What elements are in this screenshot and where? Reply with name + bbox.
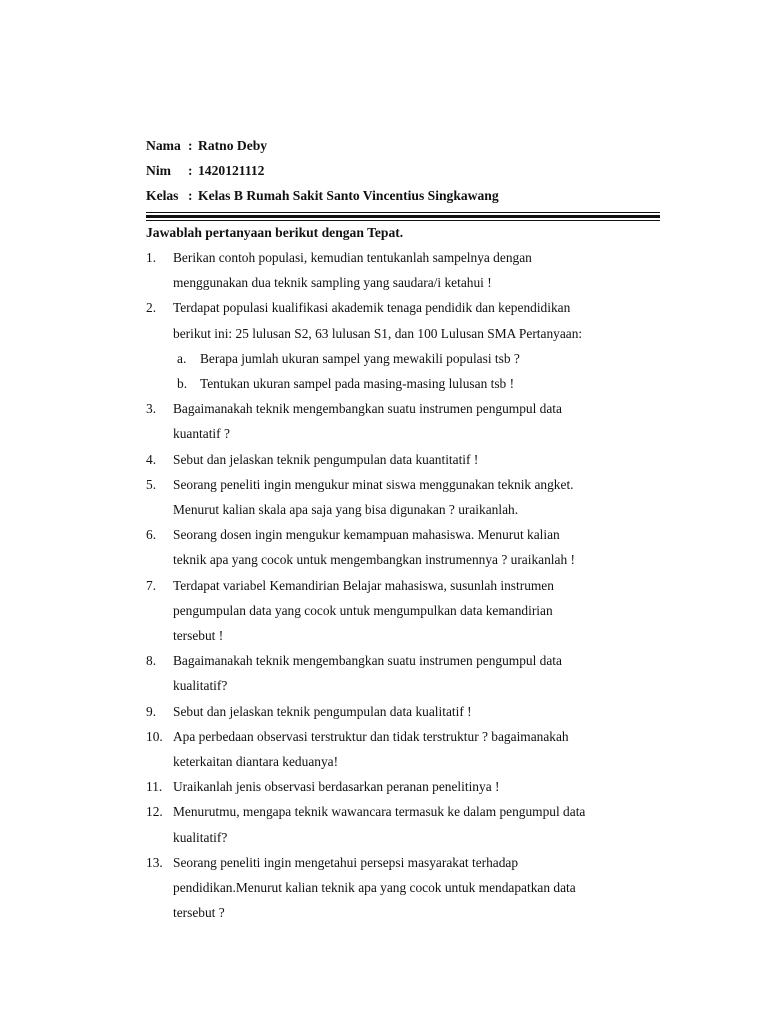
question-text-line: Bagaimanakah teknik mengembangkan suatu instrumen pengumpul data	[173, 401, 562, 417]
question-item	[146, 648, 666, 698]
sub-question-text: Berapa jumlah ukuran sampel yang mewakili populasi tsb ?	[200, 350, 520, 366]
question-item	[146, 472, 666, 522]
question-number: 11.	[146, 779, 163, 795]
nim-colon: :	[188, 163, 193, 178]
question-list	[146, 245, 666, 925]
question-number: 13.	[146, 854, 163, 870]
question-text-line: Apa perbedaan observasi terstruktur dan tidak terstruktur ? bagaimanakah	[173, 728, 569, 744]
nim-label: Nim	[146, 163, 171, 178]
question-item	[146, 295, 666, 396]
name-label: Nama	[146, 138, 181, 153]
question-number: 10.	[146, 728, 163, 744]
question-text-line: Seorang peneliti ingin mengukur minat siswa menggunakan teknik angket.	[173, 476, 574, 492]
question-text-line: kuantatif ?	[173, 426, 230, 442]
nim-value: 1420121112	[198, 163, 265, 178]
question-item	[146, 774, 666, 799]
question-text-line: teknik apa yang cocok untuk mengembangkan instrumennya ? uraikanlah !	[173, 552, 575, 568]
sub-question-item	[173, 371, 666, 396]
question-item	[146, 799, 666, 849]
sub-question-letter: a.	[177, 350, 187, 366]
question-text-line: Menurutmu, mengapa teknik wawancara termasuk ke dalam pengumpul data	[173, 804, 586, 820]
name-row	[146, 135, 666, 160]
question-item	[146, 522, 666, 572]
question-text-line: Terdapat variabel Kemandirian Belajar mahasiswa, susunlah instrumen	[173, 577, 554, 593]
divider-line-bottom	[146, 220, 660, 221]
sub-question-item	[173, 346, 666, 371]
question-item	[146, 850, 666, 926]
question-text-line: Bagaimanakah teknik mengembangkan suatu instrumen pengumpul data	[173, 653, 562, 669]
divider-line-top	[146, 212, 660, 213]
name-value: Ratno Deby	[198, 138, 268, 153]
question-text-line: pendidikan.Menurut kalian teknik apa yang cocok untuk mendapatkan data	[173, 880, 576, 896]
question-text-line: berikut ini: 25 lulusan S2, 63 lulusan S1, dan 100 Lulusan SMA Pertanyaan:	[173, 325, 583, 341]
class-value: Kelas B Rumah Sakit Santo Vincentius Singkawang	[198, 188, 499, 203]
question-text-line: Menurut kalian skala apa saja yang bisa digunakan ? uraikanlah.	[173, 502, 519, 518]
question-item	[146, 724, 666, 774]
question-item	[146, 699, 666, 724]
question-number: 8.	[146, 653, 157, 669]
sub-question-letter: b.	[177, 376, 188, 392]
nim-row	[146, 160, 666, 185]
question-number: 7.	[146, 577, 157, 593]
student-info	[146, 135, 666, 210]
question-number: 5.	[146, 476, 157, 492]
question-number: 1.	[146, 250, 157, 265]
question-text-line: tersebut !	[173, 628, 224, 644]
question-number: 3.	[146, 401, 157, 417]
question-text-line: Uraikanlah jenis observasi berdasarkan peranan penelitinya !	[173, 779, 500, 795]
question-text-line: Berikan contoh populasi, kemudian tentukanlah sampelnya dengan	[173, 250, 532, 265]
divider-line-middle	[146, 215, 660, 218]
question-number: 2.	[146, 300, 157, 316]
name-colon: :	[188, 138, 193, 153]
question-text-line: kualitatif?	[173, 678, 228, 694]
class-label: Kelas	[146, 188, 179, 203]
sub-question-list	[173, 346, 666, 396]
question-item	[146, 573, 666, 649]
question-item	[146, 447, 666, 472]
question-number: 9.	[146, 703, 157, 719]
question-text-line: Terdapat populasi kualifikasi akademik tenaga pendidik dan kependidikan	[173, 300, 571, 316]
question-text-line: Seorang dosen ingin mengukur kemampuan mahasiswa. Menurut kalian	[173, 527, 560, 543]
class-colon: :	[188, 188, 193, 203]
question-text-line: menggunakan dua teknik sampling yang saudara/i ketahui !	[173, 275, 492, 291]
question-text-line: Sebut dan jelaskan teknik pengumpulan data kualitatif !	[173, 703, 472, 719]
question-text-line: Seorang peneliti ingin mengetahui persepsi masyarakat terhadap	[173, 854, 519, 870]
question-text-line: tersebut ?	[173, 905, 225, 921]
class-row	[146, 185, 666, 210]
question-text-line: kualitatif?	[173, 829, 228, 845]
question-text-line: pengumpulan data yang cocok untuk mengumpulkan data kemandirian	[173, 602, 553, 618]
question-item	[146, 396, 666, 446]
question-text-line: keterkaitan diantara keduanya!	[173, 754, 339, 770]
question-number: 4.	[146, 451, 157, 467]
question-text-line: Sebut dan jelaskan teknik pengumpulan data kuantitatif !	[173, 451, 479, 467]
question-number: 12.	[146, 804, 163, 820]
sub-question-text: Tentukan ukuran sampel pada masing-masing lulusan tsb !	[200, 376, 515, 392]
question-item	[146, 245, 666, 295]
question-number: 6.	[146, 527, 157, 543]
instruction-heading: Jawablah pertanyaan berikut dengan Tepat.	[146, 225, 404, 240]
